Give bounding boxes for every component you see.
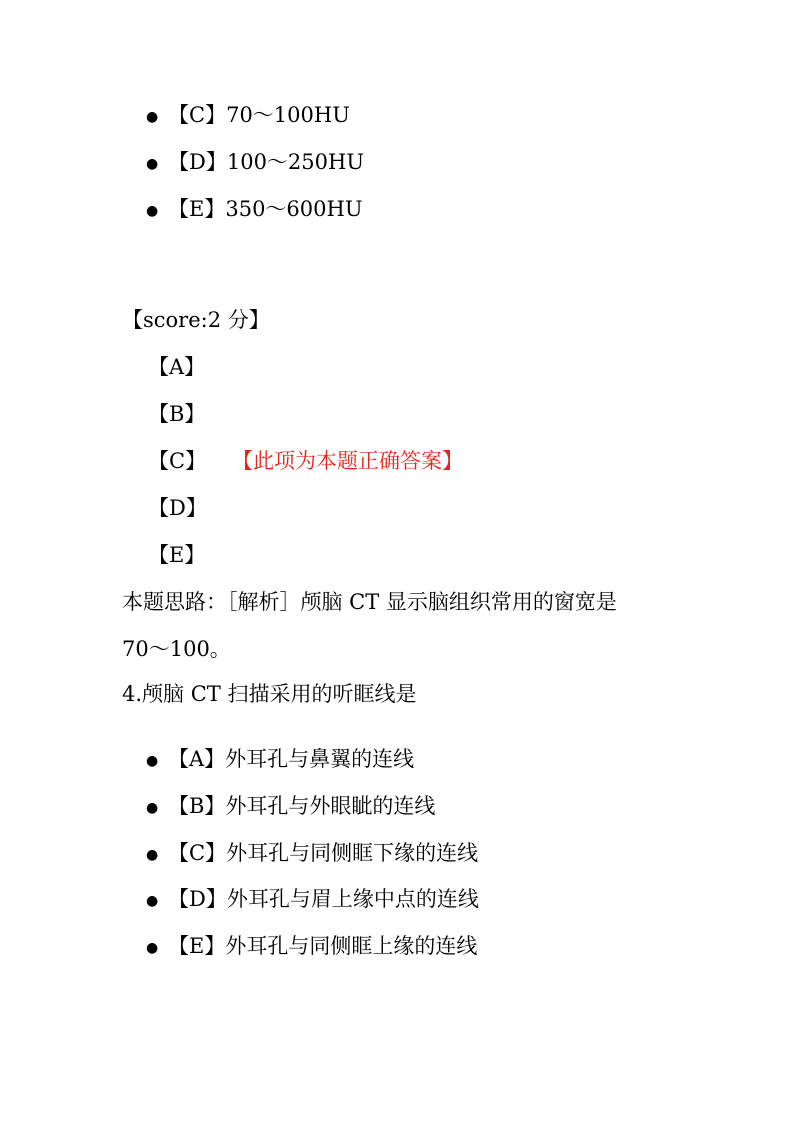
- answer-label: 【E】: [148, 543, 206, 567]
- list-item: [146, 886, 479, 914]
- analysis-text-cont: 70～100。: [122, 637, 231, 661]
- option-text: 外耳孔与同侧眶上缘的连线: [225, 934, 478, 958]
- option-label: 【D】: [168, 887, 227, 911]
- answer-label: 【C】: [148, 449, 207, 473]
- option-text: 350～600HU: [225, 197, 363, 221]
- answer-row-e: [148, 542, 205, 568]
- list-item: [146, 840, 478, 868]
- bullet-icon: ●: [146, 155, 159, 172]
- list-item: [146, 149, 364, 177]
- option-label: 【C】: [168, 841, 227, 865]
- answer-row-b: [148, 401, 205, 427]
- option-text: 外耳孔与外眼眦的连线: [225, 794, 436, 818]
- answer-label: 【B】: [148, 402, 206, 426]
- bullet-icon: ●: [146, 799, 159, 816]
- answer-label: 【A】: [148, 355, 206, 379]
- option-label: 【B】: [168, 794, 226, 818]
- list-item: [146, 746, 414, 774]
- option-label: 【D】: [168, 150, 227, 174]
- answer-label: 【D】: [148, 496, 207, 520]
- bullet-icon: ●: [146, 892, 159, 909]
- bullet-icon: ●: [146, 846, 159, 863]
- answer-row-c: [148, 448, 463, 474]
- question-title: 4.颅脑 CT 扫描采用的听眶线是: [122, 682, 417, 706]
- list-item: [146, 102, 350, 130]
- option-label: 【E】: [168, 934, 226, 958]
- score-label: 【score:2 分】: [122, 308, 270, 332]
- analysis-text: 本题思路：［解析］颅脑 CT 显示脑组织常用的窗宽是: [122, 590, 617, 614]
- list-item: [146, 196, 363, 224]
- list-item: [146, 933, 477, 961]
- bullet-icon: ●: [146, 202, 159, 219]
- option-text: 外耳孔与同侧眶下缘的连线: [226, 841, 479, 865]
- bullet-icon: ●: [146, 108, 159, 125]
- bullet-icon: ●: [146, 752, 159, 769]
- option-label: 【E】: [168, 197, 226, 221]
- option-label: 【A】: [168, 747, 226, 771]
- correct-answer-mark: 【此项为本题正确答案】: [232, 449, 463, 473]
- option-label: 【C】: [168, 103, 227, 127]
- bullet-icon: ●: [146, 939, 159, 956]
- answer-row-a: [148, 354, 205, 380]
- option-text: 100～250HU: [226, 150, 365, 174]
- option-text: 外耳孔与眉上缘中点的连线: [226, 887, 479, 911]
- option-text: 70～100HU: [226, 103, 350, 127]
- option-text: 外耳孔与鼻翼的连线: [225, 747, 415, 771]
- list-item: [146, 793, 435, 821]
- answer-row-d: [148, 495, 207, 521]
